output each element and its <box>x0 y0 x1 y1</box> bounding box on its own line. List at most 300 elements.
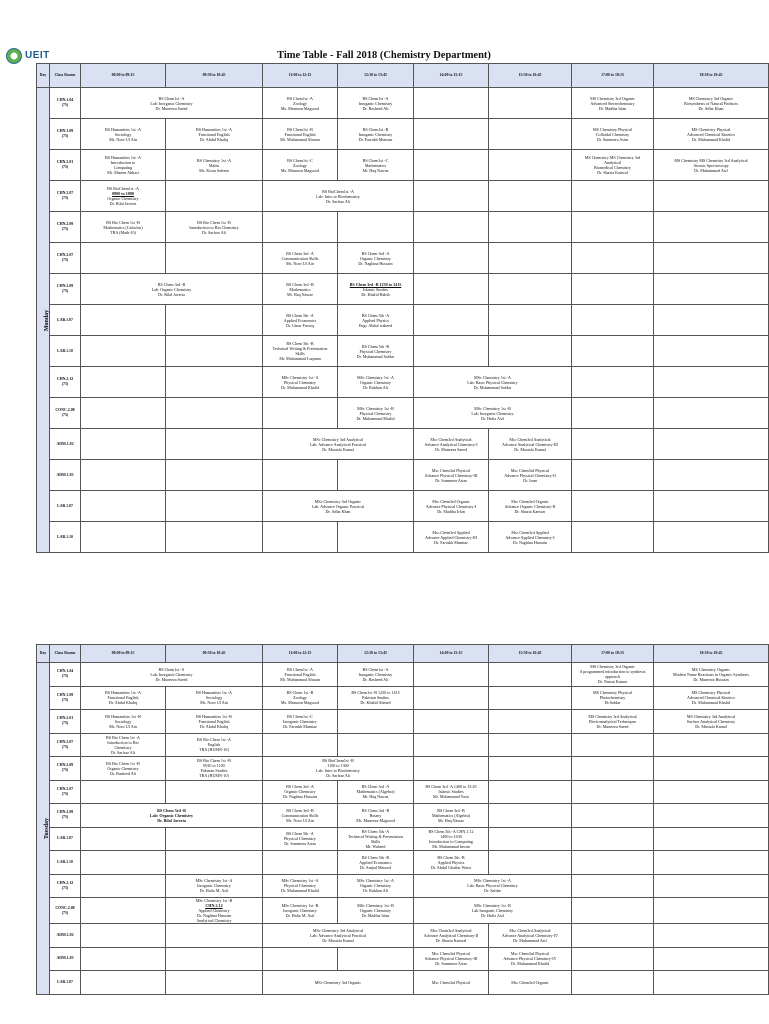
class-session-cell: Msc Chem3rd Organic Advance Organic Chemistry-II Dr. Shazia Kanwar <box>489 491 572 522</box>
class-session-cell: MSc Chemistry 1st -B Lab: Inorganic Chemistry Dr. Hafiz Asif <box>414 398 572 429</box>
empty-slot-cell <box>338 710 414 734</box>
class-session-cell: MSc Chemistry 1st -A Organic Chemistry Dr. Rukhan Ali <box>338 874 414 898</box>
empty-slot-cell <box>654 898 769 924</box>
header-day: Day <box>37 645 50 663</box>
monday-timetable <box>36 63 769 553</box>
empty-slot-cell <box>489 119 572 150</box>
class-session-cell: BS BioChem1st -B 1100 to 1300 Lab: Intro to Biochemistry Dr. Sarfraz Ali <box>263 757 414 781</box>
empty-slot-cell <box>414 274 489 305</box>
empty-slot-cell <box>81 367 166 398</box>
empty-slot-cell <box>654 367 769 398</box>
class-session-cell: MS Chemistry Physical Advanced Chemical Kinetics Dr. Muhammad Khalid <box>654 119 769 150</box>
class-session-cell: BS Humanities 1st -B Functional English Dr. Abdul Khaliq <box>166 710 263 734</box>
empty-slot-cell <box>489 150 572 181</box>
header-time-slot: 11:00 to 12:15 <box>263 64 338 88</box>
class-room-cell: CHN.2.12 (75) <box>50 874 81 898</box>
empty-slot-cell <box>654 243 769 274</box>
class-session-cell: MSc Chemistry 1st -B CHN.2.12 Applied Chemistry Dr. Naghina Hussain Analytical Chemistry <box>166 898 263 924</box>
empty-slot-cell <box>572 181 654 212</box>
class-session-cell: BS Chem1st -A Inorganic Chemistry Dr. Rasheed Ali <box>338 663 414 687</box>
class-session-cell: BS Bio Chem 1st -B 0910 to 1100 Pakistan Studies TBA (HUMN-10) <box>166 757 263 781</box>
class-session-cell: Msc Chem3rd Physical Advance Physical Chemistry-III Dr. Summera Asim <box>414 460 489 491</box>
header-time-slot: 17:00 to 18:15 <box>572 645 654 663</box>
empty-slot-cell <box>572 274 654 305</box>
class-room-cell: CHN.1.09 (75) <box>50 119 81 150</box>
table-row <box>37 336 769 367</box>
class-session-cell: BS Bio Chem 1st -B Introduction to Bio Chemistry Dr. Sarfraz Ali <box>166 212 263 243</box>
table-row <box>37 874 769 898</box>
class-session-cell: BS Bio Chem 1st -B Organic Chemistry Dr. Rasheed Ali <box>81 757 166 781</box>
class-session-cell: BS Humanities 1st -A Sociology Ms. Noor Ul Ain <box>166 686 263 710</box>
class-session-cell: Msc Chem3rd Analytical Advance Analytical Chemistry-III Dr. Mustafa Kamal <box>489 429 572 460</box>
class-session-cell: BS Chem1st -A Zoology Ms. Mamoon Magsood <box>263 88 338 119</box>
class-session-cell: BS Chem 3rd -B Lab: Organic Chemistry Dr. Bilal Javeria <box>81 804 263 828</box>
table-row <box>37 522 769 553</box>
empty-slot-cell <box>572 522 654 553</box>
class-room-cell: CONC.2.08 (75) <box>50 398 81 429</box>
class-session-cell: BS Chem 3rd -B Lab: Organic Chemistry Dr. Bilal Javeria <box>81 274 263 305</box>
empty-slot-cell <box>81 971 166 995</box>
class-session-cell: BS Chem 3rd -B Mathematics Mr. Haq Nawaz <box>263 274 338 305</box>
class-session-cell: Msc Chem3rd Analytical Advance Analytical Chemistry-I Dr. Muneeza Saeed <box>414 429 489 460</box>
class-session-cell: BS Humanities 1st -A Sociology Ms. Noor Ul Ain <box>81 119 166 150</box>
header-time-slot: 09:30 to 10:45 <box>166 645 263 663</box>
empty-slot-cell <box>338 212 414 243</box>
table-row <box>37 212 769 243</box>
class-room-cell: LAB.1.07 <box>50 827 81 851</box>
empty-slot-cell <box>489 336 572 367</box>
class-session-cell: MS Chemistry Physical Advanced Chemical Kinetics Dr. Muhammad Khalid <box>654 686 769 710</box>
empty-slot-cell <box>572 851 654 875</box>
empty-slot-cell <box>489 305 572 336</box>
empty-slot-cell <box>572 874 654 898</box>
class-session-cell: MS Chemistry Physical Photochemistry Dr.Safdar <box>572 686 654 710</box>
empty-slot-cell <box>654 522 769 553</box>
header-time-slot: 09:30 to 10:45 <box>166 64 263 88</box>
empty-slot-cell <box>654 181 769 212</box>
class-session-cell: Msc Chem3rd Organic <box>489 971 572 995</box>
empty-slot-cell <box>654 804 769 828</box>
empty-slot-cell <box>572 429 654 460</box>
table-row <box>37 710 769 734</box>
empty-slot-cell <box>654 851 769 875</box>
empty-slot-cell <box>572 305 654 336</box>
table-row <box>37 780 769 804</box>
class-session-cell: Msc Chem3rd Physical Advance Physical Chemistry-IV Dr. Muhammad Khalid <box>489 947 572 971</box>
class-session-cell: BS Chem1st -A Inorganic Chemistry Dr. Rasheed Ali <box>338 88 414 119</box>
empty-slot-cell <box>572 898 654 924</box>
empty-slot-cell <box>654 212 769 243</box>
empty-slot-cell <box>263 460 338 491</box>
table-row <box>37 686 769 710</box>
class-room-cell: CONC.2.08 (75) <box>50 898 81 924</box>
class-session-cell: MSc Chemistry 3rd Analytical Lab: Advance Analytical Practical Dr. Mustafa Kamal <box>263 924 414 948</box>
empty-slot-cell <box>81 780 166 804</box>
class-session-cell: BS Chem1st -A Lab: Inorganic Chemistry Dr. Muneeza Saeed <box>81 663 263 687</box>
class-room-cell: ADM.1.03 <box>50 947 81 971</box>
header-time-slot: 18:30 to 19:45 <box>654 64 769 88</box>
header-time-slot: 14:00 to 15:15 <box>414 645 489 663</box>
class-session-cell: Msc Chem3rd Applied Advance Applied Chemistry-III Dr. Farrukh Mumtaz <box>414 522 489 553</box>
class-session-cell: MS Chemistry Organic Modern Name Reactions in Organic Synthesis Dr. Muneeza Hussain <box>654 663 769 687</box>
table-row <box>37 663 769 687</box>
table-row <box>37 757 769 781</box>
class-room-cell: LAB.1.10 <box>50 522 81 553</box>
empty-slot-cell <box>166 947 263 971</box>
class-session-cell: BS Chem 3rd -A Organic Chemistry Dr. Naghina Hussain <box>263 780 338 804</box>
class-session-cell: MSc Chemistry 1st -B Lab Inorganic Chemistry Dr. Hafiz Asif <box>414 898 572 924</box>
table-row <box>37 243 769 274</box>
empty-slot-cell <box>81 491 166 522</box>
class-room-cell: CHN.1.04 (75) <box>50 88 81 119</box>
header-class-rooms: Class Rooms <box>50 645 81 663</box>
class-session-cell: BS Bio Chem 1st -B Mathematics (Calculus) TBA (Math-10) <box>81 212 166 243</box>
empty-slot-cell <box>572 367 654 398</box>
class-session-cell: MSc Chemistry 1st -A Lab: Basic Physical Chemistry Dr. Safdar <box>414 874 572 898</box>
class-session-cell: Msc Chem3rd Organic Advance Physical Chemistry-I Dr. Madiha Irfan <box>414 491 489 522</box>
header-day: Day <box>37 64 50 88</box>
empty-slot-cell <box>572 212 654 243</box>
class-session-cell: BS Chem 3rd -B Communication Skills Ms. Noor Ul Ain <box>263 804 338 828</box>
class-session-cell: BS Humanities 1st -A Introduction to Computing Mr. Mateen Abbasi <box>81 150 166 181</box>
class-room-cell: LAB.1.10 <box>50 851 81 875</box>
class-session-cell: BS Chem 5th -A CHN.1.12 1400 to 1630 Introduction to Computing Mr. Muhammad Imran <box>414 827 489 851</box>
empty-slot-cell <box>263 522 338 553</box>
empty-slot-cell <box>572 971 654 995</box>
class-session-cell: Msc Chem3rd Applied Advance Applied Chemistry-I Dr. Naghina Hussain <box>489 522 572 553</box>
empty-slot-cell <box>166 522 263 553</box>
empty-slot-cell <box>489 274 572 305</box>
class-session-cell: MSc Chemistry 1st -A Organic Chemistry Dr. Rukhan Ali <box>338 367 414 398</box>
empty-slot-cell <box>414 733 489 757</box>
class-session-cell: BS Humanities 1st -B Sociology Ms. Noor Ul Ain <box>81 710 166 734</box>
class-session-cell: BS BioChem1st -A 0800 to 1000 Organic Chemistry Dr. Bilal Javeria <box>81 181 166 212</box>
class-session-cell: MSc Chemistry 1st -A Physical Chemistry Dr. Muhammad Khalid <box>263 367 338 398</box>
class-session-cell: BS Chem 3rd -B Botany Ms. Muneeza Magsood <box>338 804 414 828</box>
class-room-cell: LAB.1.07 <box>50 491 81 522</box>
class-session-cell: BS Chem 1st -B Zoology Ms. Mamoon Magsood <box>263 686 338 710</box>
class-room-cell: CHN.2.09 (75) <box>50 274 81 305</box>
empty-slot-cell <box>654 827 769 851</box>
empty-slot-cell <box>654 460 769 491</box>
empty-slot-cell <box>166 243 263 274</box>
table-row <box>37 827 769 851</box>
class-session-cell: BS Chem 3rd -A Organic Chemistry Dr. Naghina Hussain <box>338 243 414 274</box>
timetable-page-2 <box>0 644 768 1024</box>
class-session-cell: Msc Chem3rd Physical <box>414 971 489 995</box>
class-session-cell: BS Chem1st -A Lab: Inorganic Chemistry Dr. Muneeza Saeed <box>81 88 263 119</box>
class-session-cell: BS Chem 3rd -B Mathematics (Algebra) Mr. Haq Nawaz <box>414 804 489 828</box>
empty-slot-cell <box>572 398 654 429</box>
class-session-cell: BS Chem 5th -A Physical Chemistry Dr. Summera Asim <box>263 827 338 851</box>
empty-slot-cell <box>414 710 489 734</box>
header-time-slot: 15:30 to 16:45 <box>489 64 572 88</box>
empty-slot-cell <box>81 874 166 898</box>
class-room-cell: CHN.2.01 (75) <box>50 710 81 734</box>
class-session-cell: BS Chem 5th -A Applied Economics Dr. Umar Farooq <box>263 305 338 336</box>
class-session-cell: BS Chem 3rd -A 1400 to 15:45 Islamic Studies Mr. Muhammad Yasir <box>414 780 489 804</box>
header-time-slot: 12:30 to 13:45 <box>338 64 414 88</box>
class-session-cell: BS Humanities 1st -A Functional English Dr. Abdul Khaliq <box>81 686 166 710</box>
empty-slot-cell <box>81 924 166 948</box>
header-time-slot: 14:00 to 15:15 <box>414 64 489 88</box>
empty-slot-cell <box>654 757 769 781</box>
header-class-rooms: Class Rooms <box>50 64 81 88</box>
empty-slot-cell <box>572 733 654 757</box>
class-room-cell: LAB.1.07 <box>50 305 81 336</box>
empty-slot-cell <box>654 780 769 804</box>
header-time-slot: 08:00 to 09:15 <box>81 64 166 88</box>
table-row <box>37 733 769 757</box>
table-row <box>37 947 769 971</box>
table-row <box>37 88 769 119</box>
empty-slot-cell <box>572 780 654 804</box>
class-session-cell: Msc Chem3rd Analytical Advance Analytical Chemistry-IV Dr. Muhammad Asif <box>489 924 572 948</box>
table-row <box>37 924 769 948</box>
empty-slot-cell <box>654 924 769 948</box>
table-row <box>37 851 769 875</box>
empty-slot-cell <box>654 491 769 522</box>
empty-slot-cell <box>654 398 769 429</box>
empty-slot-cell <box>572 243 654 274</box>
empty-slot-cell <box>81 947 166 971</box>
class-session-cell: BS Chem1st -B Functional English Mr. Muhammad Ahsaan <box>263 119 338 150</box>
empty-slot-cell <box>166 971 263 995</box>
empty-slot-cell <box>338 733 414 757</box>
empty-slot-cell <box>414 119 489 150</box>
empty-slot-cell <box>654 274 769 305</box>
class-session-cell: BS Chem 3rd -A Communication Skills Ms. Noor Ul Ain <box>263 243 338 274</box>
empty-slot-cell <box>654 429 769 460</box>
table-row <box>37 398 769 429</box>
day-label: Monday <box>37 88 50 553</box>
class-session-cell: BS Bio Chem 1st -A English TBA (HUMN-10) <box>166 733 263 757</box>
class-session-cell: Msc Chem3rd Analytical Advance Analytical Chemistry-II Dr. Shazia Kanwal <box>414 924 489 948</box>
empty-slot-cell <box>489 212 572 243</box>
header-time-slot: 17:00 to 18:15 <box>572 64 654 88</box>
class-session-cell: MS Chemistry MS Chemistry 3rd Analytical Biomedical Chemistry Dr. Shazia Kanwal <box>572 150 654 181</box>
empty-slot-cell <box>81 398 166 429</box>
class-room-cell: CHN.2.12 (75) <box>50 367 81 398</box>
class-session-cell: Msc Chem3rd Physical Advance Physical Chemistry-III Dr. Summera Asim <box>414 947 489 971</box>
empty-slot-cell <box>81 243 166 274</box>
class-session-cell: BS Chem 5th -A Technical Writing & Presentation Skills Mr. Waheed <box>338 827 414 851</box>
class-room-cell: CHN.1.04 (75) <box>50 663 81 687</box>
empty-slot-cell <box>572 947 654 971</box>
table-row <box>37 305 769 336</box>
empty-slot-cell <box>654 336 769 367</box>
empty-slot-cell <box>572 336 654 367</box>
class-session-cell: MSc Chemistry 1st -A Inorganic Chemistry Dr. Hafiz M. Asif <box>166 874 263 898</box>
class-session-cell: MS Chemistry 3rd Organic Biosynthesis of Natural Products Dr. Adlai Khan <box>654 88 769 119</box>
empty-slot-cell <box>81 522 166 553</box>
class-session-cell: MS Chemistry 3rd Analytical Surface Analytical Chemistry Dr. Mustafa Kamal <box>654 710 769 734</box>
empty-slot-cell <box>489 851 572 875</box>
empty-slot-cell <box>81 851 166 875</box>
empty-slot-cell <box>654 874 769 898</box>
empty-slot-cell <box>166 460 263 491</box>
class-session-cell: BS Chem 5th -B Physical Chemistry Dr. Muhammad Safdar <box>338 336 414 367</box>
empty-slot-cell <box>489 757 572 781</box>
empty-slot-cell <box>263 733 338 757</box>
class-room-cell: CHN.1.09 (75) <box>50 686 81 710</box>
class-session-cell: BS Humanities 1st -A Functional English Dr. Abdul Khaliq <box>166 119 263 150</box>
empty-slot-cell <box>489 710 572 734</box>
page-title: Time Table - Fall 2018 (Chemistry Department) <box>277 50 491 61</box>
class-room-cell: CHN.2.09 (75) <box>50 757 81 781</box>
empty-slot-cell <box>81 429 166 460</box>
empty-slot-cell <box>489 686 572 710</box>
empty-slot-cell <box>166 181 263 212</box>
class-room-cell: LAB.1.10 <box>50 336 81 367</box>
empty-slot-cell <box>654 947 769 971</box>
table-row <box>37 429 769 460</box>
class-session-cell: BS Bio Chem 1st -A Introduction to Bio Chemistry Dr. Sarfraz Ali <box>81 733 166 757</box>
day-label: Tuesday <box>37 663 50 995</box>
table-row <box>37 367 769 398</box>
empty-slot-cell <box>166 924 263 948</box>
empty-slot-cell <box>489 804 572 828</box>
class-session-cell: MSc Chemistry 1st -B Inorganic Chemistry Dr. Hafiz M. Asif <box>263 898 338 924</box>
empty-slot-cell <box>414 305 489 336</box>
class-session-cell: BS Chem1st -C Zoology Ms. Mamoon Magsood <box>263 150 338 181</box>
table-row <box>37 804 769 828</box>
empty-slot-cell <box>414 686 489 710</box>
empty-slot-cell <box>338 460 414 491</box>
class-room-cell: CHN.2.07 (75) <box>50 733 81 757</box>
class-room-cell: ADM.1.03 <box>50 460 81 491</box>
class-session-cell: BS Chem1st -A Functional English Mr. Muhammad Ahsaan <box>263 663 338 687</box>
empty-slot-cell <box>489 780 572 804</box>
class-session-cell: MSc Chemistry 3rd Analytical Lab: Advance Analytical Practical Dr. Mustafa Kamal <box>263 429 414 460</box>
class-session-cell: MS Chemistry 3rd Analytical Electroanalytical Techniques Dr. Muneeza Saeed <box>572 710 654 734</box>
empty-slot-cell <box>263 947 338 971</box>
table-row <box>37 274 769 305</box>
class-room-cell: CHN.2.07 (75) <box>50 243 81 274</box>
table-row <box>37 181 769 212</box>
class-session-cell: MS Chemistry 3rd Organic A programmed introduction to synthesis approach Dr. Nusrat Kumar <box>572 663 654 687</box>
header-time-slot: 18:30 to 19:45 <box>654 645 769 663</box>
table-row <box>37 460 769 491</box>
empty-slot-cell <box>263 851 338 875</box>
class-room-cell: ADM.1.02 <box>50 429 81 460</box>
class-session-cell: BS Chem1st -C Inorganic Chemistry Dr. Farrukh Mumtaz <box>263 710 338 734</box>
class-session-cell: BS BioChem1st -A Lab: Intro to Biochemistry Dr. Sarfraz Ali <box>263 181 414 212</box>
empty-slot-cell <box>166 398 263 429</box>
class-session-cell: MSc Chemistry 3rd Organic Lab: Advance Organic Practical Dr. Adlai Khan <box>263 491 414 522</box>
empty-slot-cell <box>81 336 166 367</box>
empty-slot-cell <box>489 663 572 687</box>
empty-slot-cell <box>572 757 654 781</box>
empty-slot-cell <box>654 733 769 757</box>
class-session-cell: MS Chemistry MS Chemistry 3rd Analytical Atomic Spectroscopy Dr. Muhammad Asif <box>654 150 769 181</box>
empty-slot-cell <box>166 305 263 336</box>
empty-slot-cell <box>81 827 166 851</box>
empty-slot-cell <box>166 827 263 851</box>
empty-slot-cell <box>489 243 572 274</box>
class-session-cell: MSc Chemistry 1st -A Physical Chemistry Dr. Muhammad Khalid <box>263 874 338 898</box>
empty-slot-cell <box>572 827 654 851</box>
empty-slot-cell <box>414 88 489 119</box>
empty-slot-cell <box>414 663 489 687</box>
class-session-cell: MSc Chemistry 1st -A Lab: Basic Physical Chemistry Dr. Muhammad Safdar <box>414 367 572 398</box>
class-session-cell: BS Chem1st -B Inorganic Chemistry Dr. Farrukh Mumtaz <box>338 119 414 150</box>
empty-slot-cell <box>414 181 489 212</box>
class-session-cell: BS Chemistry 1st -A Maths Ms. Kiran Saleem <box>166 150 263 181</box>
empty-slot-cell <box>81 305 166 336</box>
class-session-cell: BS Chem 3rd -A Mathematics (Algebra) Mr. Haq Nawaz <box>338 780 414 804</box>
header-time-slot: 12:30 to 13:45 <box>338 645 414 663</box>
empty-slot-cell <box>414 212 489 243</box>
class-room-cell: ADM.1.02 <box>50 924 81 948</box>
class-room-cell: CHN.2.09 (75) <box>50 212 81 243</box>
header-time-slot: 08:00 to 09:15 <box>81 645 166 663</box>
class-session-cell: MS Chemistry Physical Colloidal Chemistry Dr. Summera Asim <box>572 119 654 150</box>
header-time-slot: 15:30 to 16:45 <box>489 645 572 663</box>
class-session-cell: BS Chem 5th -A Applied Physics Engr. Abdul waheed <box>338 305 414 336</box>
empty-slot-cell <box>166 429 263 460</box>
empty-slot-cell <box>654 305 769 336</box>
empty-slot-cell <box>414 336 489 367</box>
empty-slot-cell <box>81 460 166 491</box>
empty-slot-cell <box>572 491 654 522</box>
empty-slot-cell <box>414 150 489 181</box>
class-session-cell: BS Chem 5th -B Applied Physics Dr. Abdul Ghaffar Warsi <box>414 851 489 875</box>
class-session-cell: MSc Chemistry 1st -B Physical Chemistry Dr. Muhammad Khalid <box>338 398 414 429</box>
class-room-cell: CHN.2.01 (75) <box>50 150 81 181</box>
class-session-cell: BS Chem1st -C Mathematics Mr. Haq Nawaz <box>338 150 414 181</box>
class-room-cell: CHN.2.07 (75) <box>50 181 81 212</box>
empty-slot-cell <box>489 181 572 212</box>
class-session-cell: BS Chem 3rd -B 1230 to 1415 Islamic Studies Dr. Khalid Habib <box>338 274 414 305</box>
class-session-cell: BS Chem1st -B 1230 to 1415 Pakistan Studies Dr. Khalid Ahmed <box>338 686 414 710</box>
empty-slot-cell <box>489 733 572 757</box>
class-session-cell: MSc Chemistry 3rd Organic <box>263 971 414 995</box>
class-room-cell: LAB.1.07 <box>50 971 81 995</box>
empty-slot-cell <box>654 971 769 995</box>
empty-slot-cell <box>263 212 338 243</box>
empty-slot-cell <box>338 947 414 971</box>
empty-slot-cell <box>166 780 263 804</box>
empty-slot-cell <box>338 522 414 553</box>
class-session-cell: MSc Chemistry 1st -B Organic Chemistry Dr. Madiha Irfan <box>338 898 414 924</box>
table-row <box>37 119 769 150</box>
empty-slot-cell <box>572 460 654 491</box>
logo-text: UEIT <box>25 50 50 61</box>
table-row <box>37 971 769 995</box>
table-row <box>37 150 769 181</box>
empty-slot-cell <box>166 367 263 398</box>
empty-slot-cell <box>414 757 489 781</box>
header-time-slot: 11:00 to 12:15 <box>263 645 338 663</box>
empty-slot-cell <box>572 804 654 828</box>
empty-slot-cell <box>489 827 572 851</box>
empty-slot-cell <box>263 398 338 429</box>
class-session-cell: BS Chem 5th -B Technical Writing & Presentation Skills Mr. Muhammad Luqman <box>263 336 338 367</box>
class-room-cell: CHN.2.09 (75) <box>50 804 81 828</box>
empty-slot-cell <box>81 898 166 924</box>
empty-slot-cell <box>166 491 263 522</box>
class-session-cell: BS Chem 5th -B Applied Economics Dr. Amjad Masood <box>338 851 414 875</box>
class-session-cell: MS Chemistry 3rd Organic Advanced Stereochemistry Dr. Madiha Irfan <box>572 88 654 119</box>
table-row <box>37 491 769 522</box>
tuesday-timetable <box>36 644 769 995</box>
empty-slot-cell <box>572 924 654 948</box>
class-session-cell: Msc Chem3rd Physical Advance Physical Chemistry-II Dr. Iram <box>489 460 572 491</box>
table-row <box>37 898 769 924</box>
empty-slot-cell <box>414 243 489 274</box>
class-room-cell: CHN.2.07 (75) <box>50 780 81 804</box>
